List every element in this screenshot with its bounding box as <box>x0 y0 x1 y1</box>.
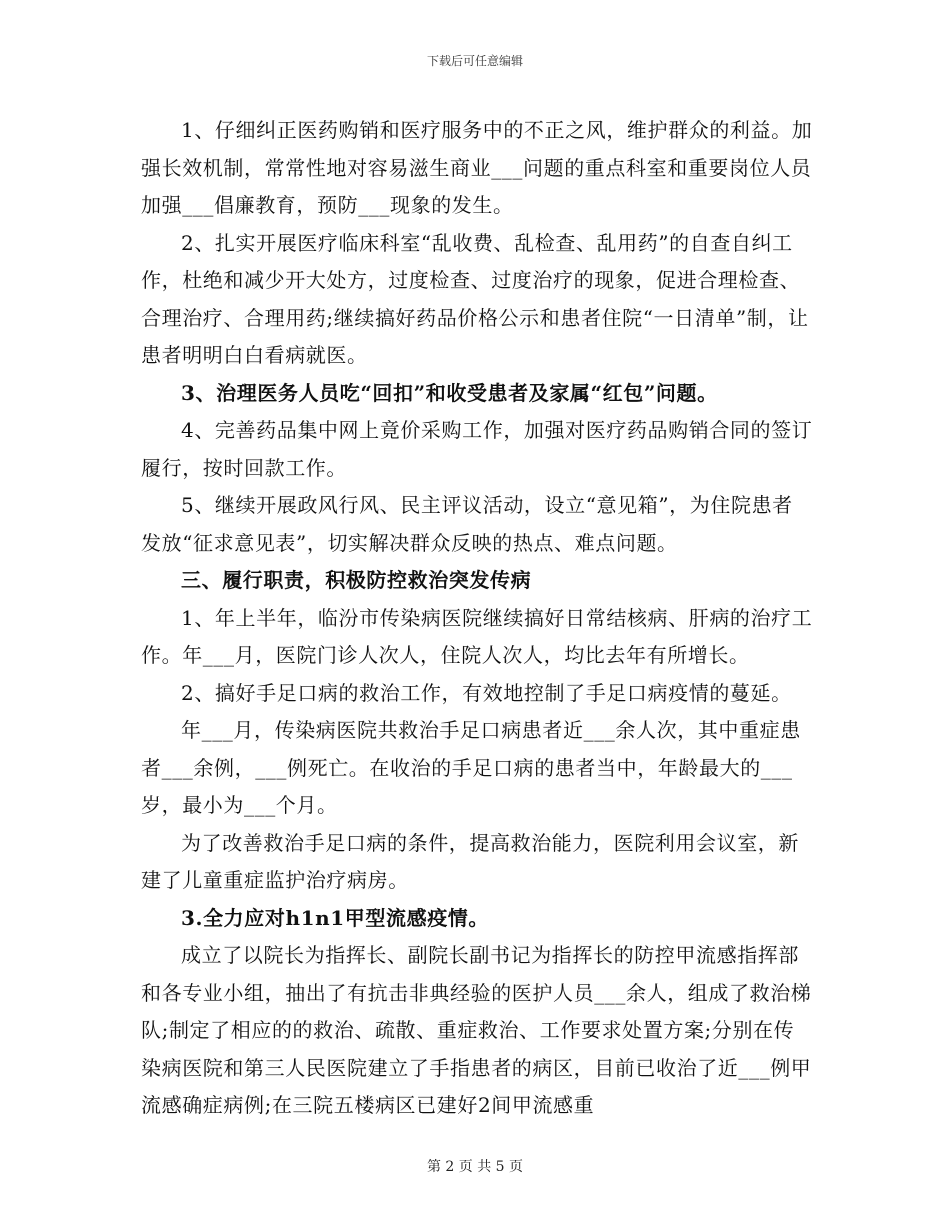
section-heading-3: 三、履行职责，积极防控救治突发传病 <box>181 568 532 592</box>
paragraph-3-bold: 3、治理医务人员吃“回扣”和收受患者及家属“红包”问题。 <box>181 380 718 405</box>
document-body <box>141 112 813 1125</box>
page-header: 下载后可任意编辑 <box>426 54 523 68</box>
paragraph-9: 为了改善救治手足口病的条件，提高救治能力，医院利用会议室，新建了儿童重症监护治疗病房。 <box>141 830 799 892</box>
page-number-footer: 第 2 页 共 5 页 <box>426 1159 524 1175</box>
paragraph-5: 5、继续开展政风行风、民主评议活动，设立“意见箱”，为住院患者发放“征求意见表”，切实解决群众反映的热点、难点问题。 <box>141 493 793 555</box>
paragraph-7: 2、搞好手足口病的救治工作，有效地控制了手足口病疫情的蔓延。 <box>181 680 792 705</box>
paragraph-8: 年___月，传染病医院共救治手足口病患者近___余人次，其中重症患者___余例，___例死亡。在收治的手足口病的患者当中，年龄最大的___岁，最小为___个月。 <box>141 718 801 817</box>
subheading-h1n1: 3.全力应对h1n1甲型流感疫情。 <box>181 905 489 930</box>
paragraph-6: 1、年上半年，临汾市传染病医院继续搞好日常结核病、肝病的治疗工作。年___月，医院门诊人次人，住院人次人，均比去年有所增长。 <box>141 605 813 667</box>
paragraph-10: 成立了以院长为指挥长、副院长副书记为指挥长的防控甲流感指挥部和各专业小组，抽出了有抗击非典经验的医护人员___余人，组成了救治梯队;制定了相应的的救治、疏散、重症救治、工作要求处置方案;分别在传染病医院和第三人民医院建立了手指患者的病区，目前已收治了近___例甲流感确症病例;在三院五楼病区已建好2间甲流感重 <box>141 943 812 1117</box>
paragraph-1: 1、仔细纠正医药购销和医疗服务中的不正之风，维护群众的利益。加强长效机制，常常性地对容易滋生商业___问题的重点科室和重要岗位人员加强___倡廉教育，预防___现象的发生。 <box>141 118 813 217</box>
paragraph-2: 2、扎实开展医疗临床科室“乱收费、乱检查、乱用药”的自查自纠工作，杜绝和减少开大处方，过度检查、过度治疗的现象，促进合理检查、合理治疗、合理用药;继续搞好药品价格公示和患者住院“一日清单”制，让患者明明白白看病就医。 <box>141 230 809 367</box>
paragraph-4: 4、完善药品集中网上竟价采购工作，加强对医疗药品购销合同的签订履行，按时回款工作。 <box>141 418 813 480</box>
